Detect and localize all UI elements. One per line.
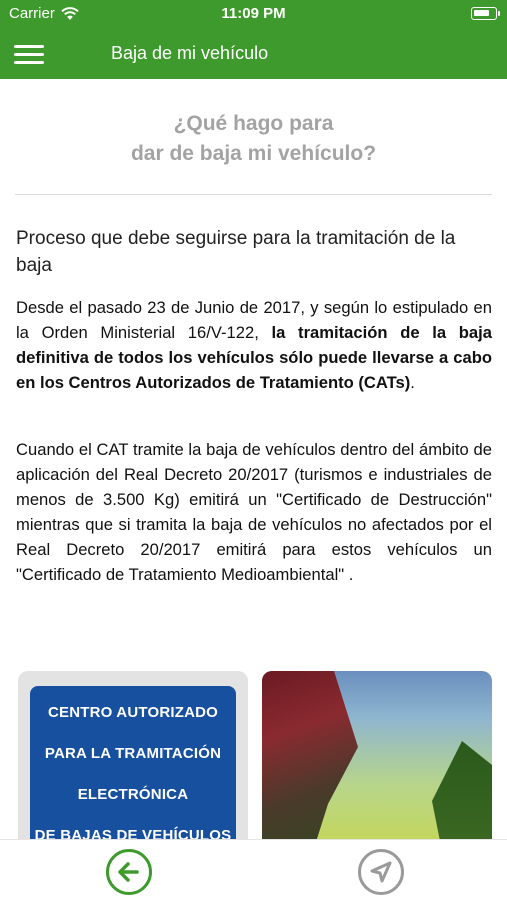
location-button[interactable] <box>358 849 404 895</box>
section-subtitle: Proceso que debe seguirse para la tramitación de la baja <box>16 228 456 276</box>
location-arrow-icon <box>361 852 401 892</box>
nav-title: Baja de mi vehículo <box>111 43 269 63</box>
status-time: 11:09 PM <box>221 5 286 22</box>
cat-badge <box>30 686 236 839</box>
status-bar <box>0 0 507 30</box>
bottom-toolbar <box>0 839 507 900</box>
cat-line-4: DE BAJAS DE VEHÍCULOS <box>34 827 232 839</box>
cat-line-2: PARA LA TRAMITACIÓN <box>44 745 222 762</box>
paragraph-1 <box>16 295 492 395</box>
cat-card[interactable] <box>18 671 248 839</box>
question-line-2: dar de baja mi vehículo? <box>130 142 377 165</box>
nav-bar <box>0 30 507 79</box>
tree-image <box>432 741 492 839</box>
back-arrow-icon <box>109 852 149 892</box>
carrier-label: Carrier <box>9 5 55 22</box>
paragraph-2: Cuando el CAT tramite la baja de vehículos dentro del ámbito de aplicación del Real Decreto 20/2017 (turismos e industriales de menos de 3.500 Kg) emitirá un "Certificado de Destrucción" mientras que si tramita la baja de vehículos no afectados por el Real Decreto 20/2017 emitirá para estos vehículos un "Certificado de Tratamiento Medioambiental" . <box>16 440 492 584</box>
divider <box>15 194 492 195</box>
cat-line-3: ELECTRÓNICA <box>77 786 189 803</box>
paragraph-1-bold: la tramitación de la baja definitiva de todos los vehículos sólo puede llevarse a cabo en los Centros Autorizados de Tratamiento (CATs) <box>16 323 492 392</box>
content-area[interactable] <box>0 79 507 839</box>
scrapyard-image-card[interactable] <box>262 671 492 839</box>
cat-line-1: CENTRO AUTORIZADO <box>47 704 219 721</box>
top-bar <box>0 0 507 79</box>
paragraph-1-text: Desde el pasado 23 de Junio de 2017, y según lo estipulado en la Orden Ministerial 16/V-122, <box>16 298 492 342</box>
scrap-cars-image <box>262 671 382 839</box>
paragraph-1-end: . <box>410 373 415 392</box>
back-button[interactable] <box>106 849 152 895</box>
question-title <box>0 109 507 169</box>
battery-icon <box>471 7 497 20</box>
question-line-1: ¿Qué hago para <box>173 112 334 135</box>
hamburger-menu-icon[interactable] <box>14 42 46 66</box>
